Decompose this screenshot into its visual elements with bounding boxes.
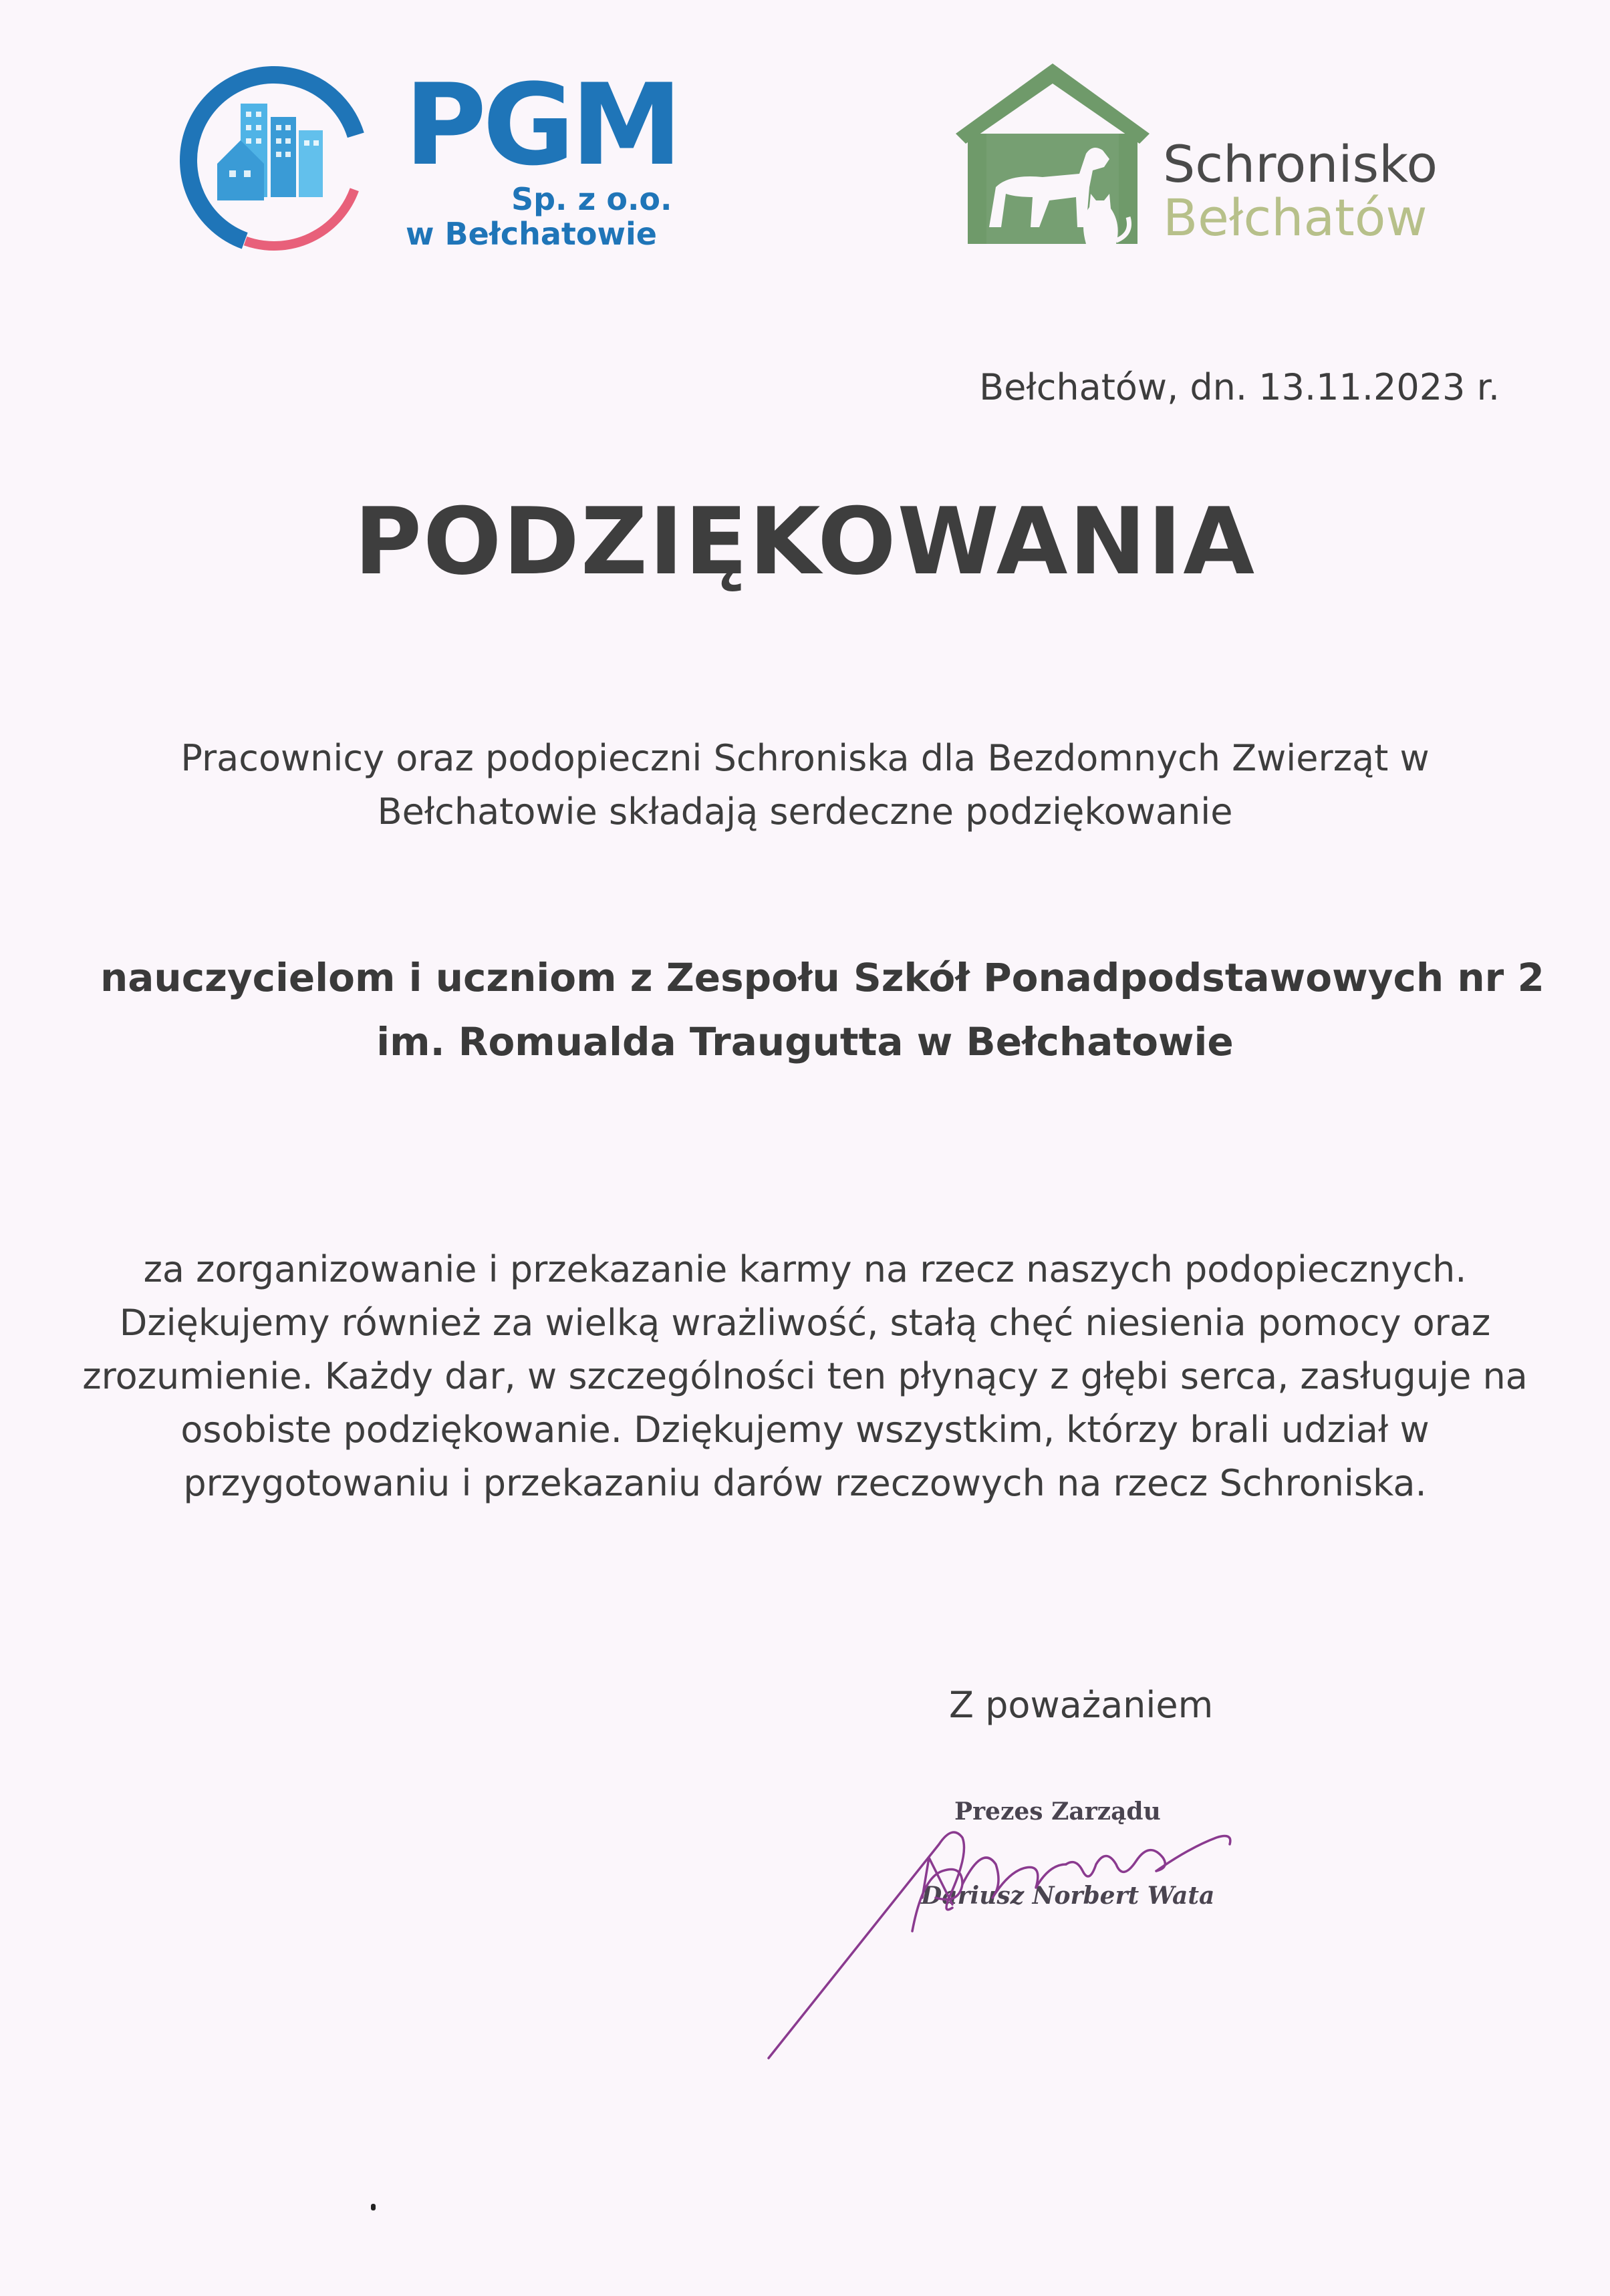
- pgm-city: w Bełchatowie: [406, 216, 657, 252]
- letter-title: PODZIĘKOWANIA: [354, 488, 1256, 595]
- closing-salutation: Z poważaniem: [949, 1684, 1214, 1726]
- shelter-name-line-1: Schronisko: [1163, 134, 1438, 194]
- body-line: przygotowaniu i przekazaniu darów rzeczowych na rzecz Schroniska.: [183, 1462, 1427, 1504]
- body-paragraph: [60, 1243, 1550, 1510]
- pgm-logo: [177, 59, 679, 264]
- body-line: za zorganizowanie i przekazanie karmy na rzecz naszych podopiecznych.: [143, 1248, 1467, 1290]
- intro-line: Bełchatowie składają serdeczne podziękowanie: [377, 791, 1233, 833]
- shelter-name-line-2: Bełchatów: [1163, 188, 1428, 247]
- pgm-company-form: Sp. z o.o.: [511, 181, 672, 217]
- stamp-title: Prezes Zarządu: [954, 1798, 1161, 1826]
- stamp-name: Dariusz Norbert Wata: [921, 1882, 1215, 1910]
- pgm-emblem-icon: [177, 63, 371, 257]
- intro-line: Pracownicy oraz podopieczni Schroniska dla Bezdomnych Zwierząt w: [180, 737, 1430, 779]
- shelter-logo: [949, 60, 1470, 261]
- recipient-line: nauczycielom i uczniom z Zespołu Szkół Ponadpodstawowych nr 2: [100, 955, 1545, 1000]
- body-line: zrozumienie. Każdy dar, w szczególności ten płynący z głębi serca, zasługuje na: [82, 1355, 1528, 1397]
- speck: [371, 2204, 376, 2210]
- body-line: Dziękujemy również za wielką wrażliwość, stałą chęć niesienia pomocy oraz: [119, 1302, 1491, 1344]
- recipient-paragraph: [100, 946, 1545, 1074]
- shelter-house-dog-cat-icon: [949, 60, 1156, 247]
- pgm-name: PGM: [404, 59, 679, 190]
- date-line: Bełchatów, dn. 13.11.2023 r.: [979, 366, 1500, 408]
- recipient-line: im. Romualda Traugutta w Bełchatowie: [376, 1019, 1234, 1064]
- intro-paragraph: [134, 732, 1476, 839]
- handwritten-signature: [762, 1798, 1297, 2065]
- body-line: osobiste podziękowanie. Dziękujemy wszystkim, którzy brali udział w: [180, 1409, 1430, 1451]
